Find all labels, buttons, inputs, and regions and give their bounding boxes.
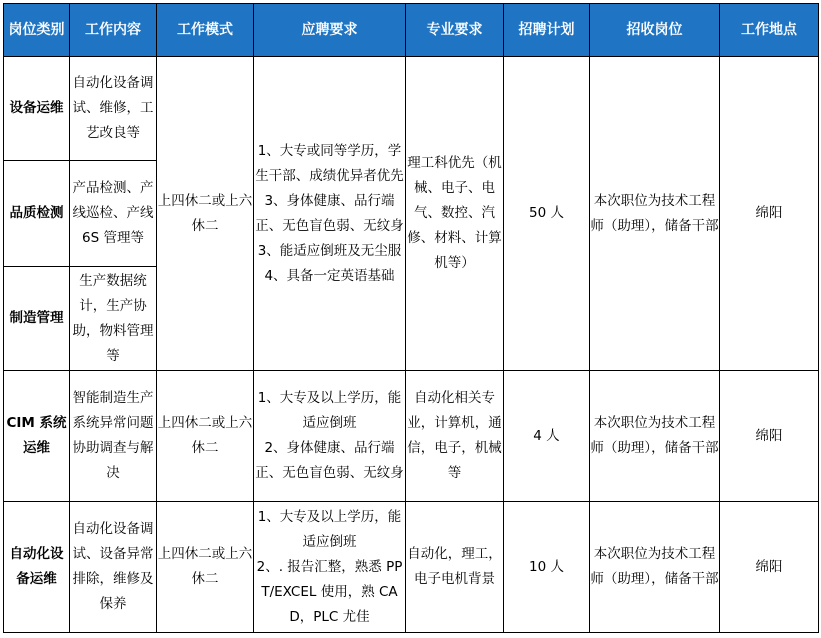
position-category: 自动化设备运维 bbox=[4, 502, 70, 633]
header-row bbox=[4, 4, 819, 57]
header-category: 岗位类别 bbox=[4, 4, 70, 57]
major-requirements: 自动化，理工，电子电机背景 bbox=[406, 502, 504, 633]
table-row bbox=[4, 371, 819, 502]
header-plan: 招聘计划 bbox=[504, 4, 590, 57]
header-content: 工作内容 bbox=[70, 4, 157, 57]
position-offered: 本次职位为技术工程师（助理），储备干部 bbox=[590, 502, 720, 633]
major-requirements: 自动化相关专业，计算机，通信，电子，机械等 bbox=[406, 371, 504, 502]
requirements: 1、大专及以上学历，能适应倒班 2、身体健康、品行端正、无色盲色弱、无纹身 bbox=[254, 371, 406, 502]
header-position: 招收岗位 bbox=[590, 4, 720, 57]
work-content: 自动化设备调试、维修，工艺改良等 bbox=[70, 57, 157, 161]
work-content: 产品检测、产线巡检、产线 6S 管理等 bbox=[70, 161, 157, 267]
position-category: 设备运维 bbox=[4, 57, 70, 161]
work-content: 自动化设备调试、设备异常排除，维修及保养 bbox=[70, 502, 157, 633]
header-major: 专业要求 bbox=[406, 4, 504, 57]
position-category: 品质检测 bbox=[4, 161, 70, 267]
position-offered: 本次职位为技术工程师（助理），储备干部 bbox=[590, 371, 720, 502]
work-content: 智能制造生产系统异常问题协助调查与解决 bbox=[70, 371, 157, 502]
work-mode: 上四休二或上六休二 bbox=[157, 371, 254, 502]
major-requirements: 理工科优先（机械、电子、电气、数控、汽修、材料、计算机等） bbox=[406, 57, 504, 371]
work-content: 生产数据统计，生产协助，物料管理等 bbox=[70, 267, 157, 371]
recruit-plan: 10 人 bbox=[504, 502, 590, 633]
recruit-plan: 4 人 bbox=[504, 371, 590, 502]
position-category: CIM 系统运维 bbox=[4, 371, 70, 502]
header-mode: 工作模式 bbox=[157, 4, 254, 57]
work-location: 绵阳 bbox=[720, 371, 819, 502]
position-offered: 本次职位为技术工程师（助理），储备干部 bbox=[590, 57, 720, 371]
requirements: 1、大专或同等学历，学生干部、成绩优异者优先 3、身体健康、品行端正、无色盲色弱、无纹身 3、能适应倒班及无尘服 4、具备一定英语基础 bbox=[254, 57, 406, 371]
requirements: 1、大专及以上学历，能适应倒班 2、. 报告汇整，熟悉 PPT/EXCEL 使用，熟 CAD，PLC 尤佳 bbox=[254, 502, 406, 633]
work-location: 绵阳 bbox=[720, 57, 819, 371]
position-category: 制造管理 bbox=[4, 267, 70, 371]
table-row bbox=[4, 502, 819, 633]
header-requirements: 应聘要求 bbox=[254, 4, 406, 57]
work-mode: 上四休二或上六休二 bbox=[157, 502, 254, 633]
work-location: 绵阳 bbox=[720, 502, 819, 633]
work-mode: 上四休二或上六休二 bbox=[157, 57, 254, 371]
recruit-plan: 50 人 bbox=[504, 57, 590, 371]
recruitment-table bbox=[3, 3, 819, 633]
header-location: 工作地点 bbox=[720, 4, 819, 57]
table-row bbox=[4, 57, 819, 161]
